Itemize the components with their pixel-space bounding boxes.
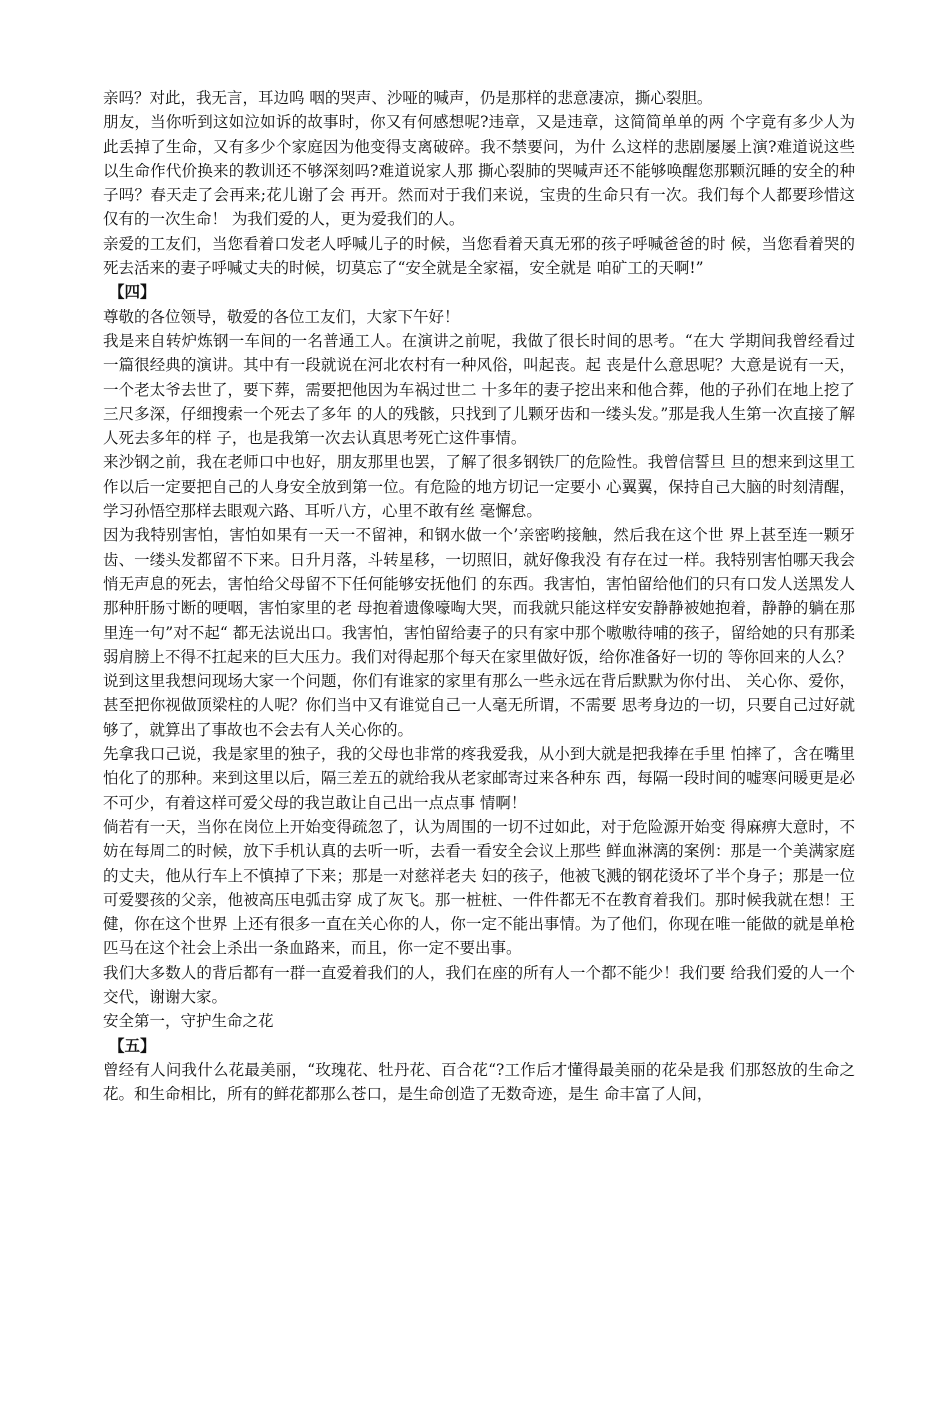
paragraph: 因为我特别害怕，害怕如果有一天一不留神，和钢水做一个’亲密哟接触，然后我在这个世 界上甚至连一颗牙齿、一缕头发都留不下来。日升月落，斗转星移，一切照旧，就好像我没 有存在过一样。我特别害怕哪天我会悄无声息的死去，害怕给父母留不下任何能够安抚他们 的东西。我害怕，害怕留给他们的只有口发人送黑发人那种肝肠寸断的哽咽，害怕家里的老 母抱着遗像嚎啕大哭，而我就只能这样安安静静被她抱着，静静的躺在那里连一句”对不起“ 都无法说出口。我害怕，害怕留给妻子的只有家中那个嗷嗷待哺的孩子，留给她的只有那柔 弱肩膀上不得不扛起来的巨大压力。我们对得起那个每天在家里做好饭，给你准备好一切的 等你回来的人么？	[103, 526, 855, 666]
section-subtitle: 安全第一，守护生命之花	[103, 1012, 274, 1031]
document-body	[103, 86, 855, 1106]
paragraph: 说到这里我想问现场大家一个问题，你们有谁家的家里有那么一些永远在背后默默为你付出、 关心你、爱你，甚至把你视做顶梁柱的人呢？你们当中又有谁觉自己一人毫无所谓，不需要 思考身边的一切，只要自己过好就够了，就算出了事故也不会去有人关心你的。	[103, 672, 855, 739]
paragraph: 先拿我口己说，我是家里的独子，我的父母也非常的疼我爱我，从小到大就是把我捧在手里 怕摔了，含在嘴里怕化了的那种。来到这里以后，隔三差五的就给我从老家邮寄过来各种东 西，每隔一段时间的嘘寒问暖更是必不可少，有着这样可爱父母的我岂敢让自己出一点点事 情啊！	[103, 745, 855, 812]
paragraph: 尊敬的各位领导，敬爱的各位工友们，大家下午好！	[103, 307, 460, 326]
section-heading-four: 【四】	[109, 282, 156, 302]
paragraph: 我们大多数人的背后都有一群一直爱着我们的人，我们在座的所有人一个都不能少！我们要 给我们爱的人一个交代，谢谢大家。	[103, 963, 855, 1006]
section-heading-five: 【五】	[109, 1035, 156, 1055]
paragraph: 朋友，当你听到这如泣如诉的故事时，你又有何感想呢?违章，又是违章，这简简单单的两 个字竟有多少人为此丢掉了生命，又有多少个家庭因为他变得支离破碎。我不禁要问，为什 么这样的悲剧屡屡上演?难道说这些以生命作代价换来的教训还不够深刻吗?难道说家人那 撕心裂肺的哭喊声还不能够唤醒您那颗沉睡的安全的种子吗？春天走了会再来;花儿谢了会 再开。然而对于我们来说，宝贵的生命只有一次。我们每个人都要珍惜这仅有的一次生命！ 为我们爱的人，更为爱我们的人。	[103, 113, 855, 229]
paragraph: 倘若有一天，当你在岗位上开始变得疏忽了，认为周围的一切不过如此，对于危险源开始变 得麻痹大意时，不妨在每周二的时候，放下手机认真的去听一听，去看一看安全会议上那些 鲜血淋漓的案例：那是一个美满家庭的丈夫，他从行车上不慎掉了下来；那是一对慈祥老夫 妇的孩子，他被飞溅的钢花烫坏了半个身子；那是一位可爱婴孩的父亲，他被高压电弧击穿 成了灰飞。那一桩桩、一件件都无不在教育着我们。那时候我就在想！王健，你在这个世界 上还有很多一直在关心你的人，你一定不能出事情。为了他们，你现在唯一能做的就是单枪 匹马在这个社会上杀出一条血路来，而且，你一定不要出事。	[103, 817, 855, 958]
paragraph: 曾经有人问我什么花最美丽，“玫瑰花、牡丹花、百合花“?工作后才懂得最美丽的花朵是我 们那怒放的生命之花。和生命相比，所有的鲜花都那么苍口，是生命创造了无数奇迹，是生 命丰富了人间，	[103, 1060, 855, 1104]
paragraph: 我是来自转炉炼钢一车间的一名普通工人。在演讲之前呢，我做了很长时间的思考。“在大 学期间我曾经看过一篇很经典的演讲。其中有一段就说在河北农村有一种风俗，叫起丧。起 丧是什么意思呢？大意是说有一天，一个老太爷去世了，要下葬，需要把他因为车祸过世二 十多年的妻子挖出来和他合葬，他的子孙们在地上挖了三尺多深，仔细搜索一个死去了多年 的人的残骸，只找到了儿颗牙齿和一缕头发。”那是我人生第一次直接了解人死去多年的样 子，也是我第一次去认真思考死亡这件事情。	[103, 331, 855, 448]
paragraph: 亲吗？对此，我无言，耳边呜 咽的哭声、沙哑的喊声，仍是那样的悲意凄凉，撕心裂胆。	[103, 89, 713, 107]
paragraph: 亲爱的工友们，当您看着口发老人呼喊儿子的时候，当您看着天真无邪的孩子呼喊爸爸的时 候，当您看着哭的死去活来的妻子呼喊丈夫的时候，切莫忘了“安全就是全家福，安全就是 咱矿工的天啊!”	[103, 234, 855, 278]
paragraph: 来沙钢之前，我在老师口中也好，朋友那里也罢，了解了很多钢铁厂的危险性。我曾信誓旦 旦的想来到这里工作以后一定要把自己的人身安全放到第一位。有危险的地方切记一定要小 心翼翼，保持自己大脑的时刻清醒，学习孙悟空那样去眼观六路、耳听八方，心里不敢有丝 毫懈怠。	[103, 453, 855, 521]
